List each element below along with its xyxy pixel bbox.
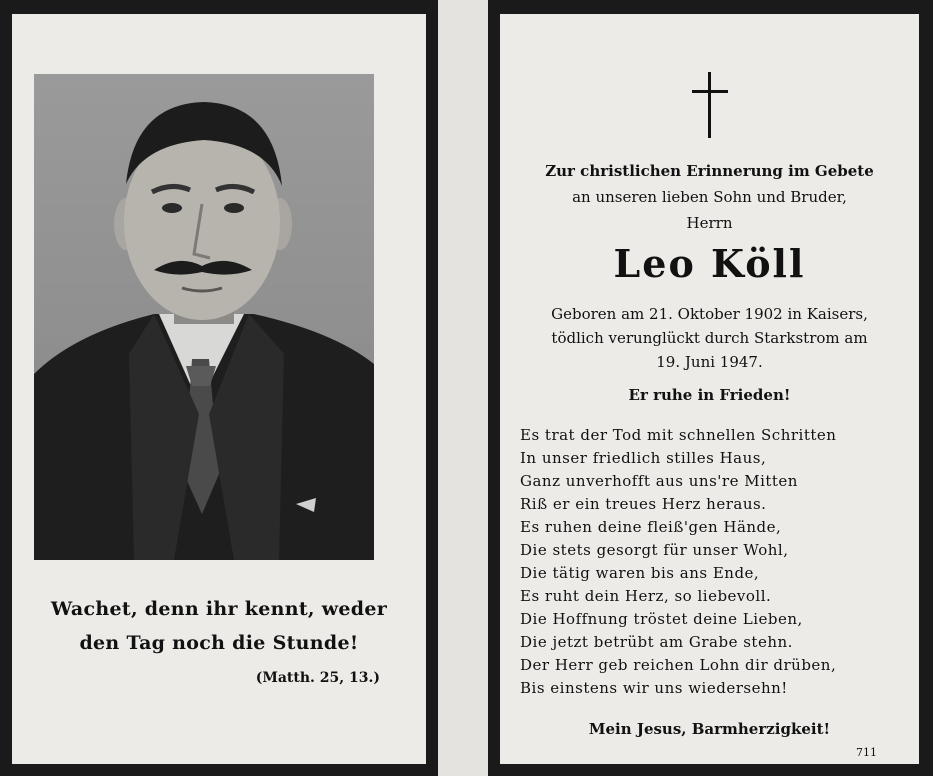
poem-line: Bis einstens wir uns wiedersehn!: [520, 679, 788, 697]
card-gap: [438, 0, 488, 776]
rest-in-peace: Er ruhe in Frieden!: [628, 386, 791, 404]
poem-line: Die stets gesorgt für unser Wohl,: [520, 541, 789, 559]
biography: [500, 302, 919, 374]
poem-line: Die jetzt betrübt am Grabe stehn.: [520, 633, 793, 651]
poem-line: Die Hoffnung tröstet deine Lieben,: [520, 610, 803, 628]
portrait-photo: [34, 74, 374, 560]
portrait-illustration: [34, 74, 374, 560]
poem: [520, 424, 900, 700]
bible-verse: [22, 592, 416, 660]
verse-reference: (Matth. 25, 13.): [255, 670, 380, 686]
verse-line-2: den Tag noch die Stunde!: [79, 632, 359, 654]
card-gap-left-edge: [426, 0, 438, 776]
verse-line-1: Wachet, denn ihr kennt, weder: [50, 598, 388, 620]
print-number: 711: [856, 746, 877, 759]
bio-line-3: 19. Juni 1947.: [656, 353, 763, 371]
bio-line-2: tödlich verunglückt durch Starkstrom am: [551, 329, 868, 347]
poem-line: Die tätig waren bis ans Ende,: [520, 564, 760, 582]
poem-line: In unser friedlich stilles Haus,: [520, 449, 767, 467]
left-card: [12, 14, 426, 764]
right-card: [500, 14, 919, 764]
poem-line: Es ruht dein Herz, so liebevoll.: [520, 587, 772, 605]
dedication-line-2: an unseren lieben Sohn und Bruder,: [572, 188, 847, 206]
poem-line: Riß er ein treues Herz heraus.: [520, 495, 767, 513]
card-gap-right-edge: [488, 0, 500, 776]
closing-prayer: Mein Jesus, Barmherzigkeit!: [588, 720, 831, 738]
poem-line: Es trat der Tod mit schnellen Schritten: [520, 426, 837, 444]
dedication-line-1: Zur christlichen Erinnerung im Gebete: [545, 162, 874, 180]
bio-line-1: Geboren am 21. Oktober 1902 in Kaisers,: [551, 305, 868, 323]
poem-line: Es ruhen deine fleiß'gen Hände,: [520, 518, 782, 536]
poem-line: Ganz unverhofft aus uns're Mitten: [520, 472, 798, 490]
dedication: [500, 158, 919, 236]
poem-line: Der Herr geb reichen Lohn dir drüben,: [520, 656, 837, 674]
cross-icon: [690, 72, 730, 138]
deceased-name: Leo Köll: [613, 241, 806, 286]
dedication-line-3: Herrn: [686, 214, 733, 232]
